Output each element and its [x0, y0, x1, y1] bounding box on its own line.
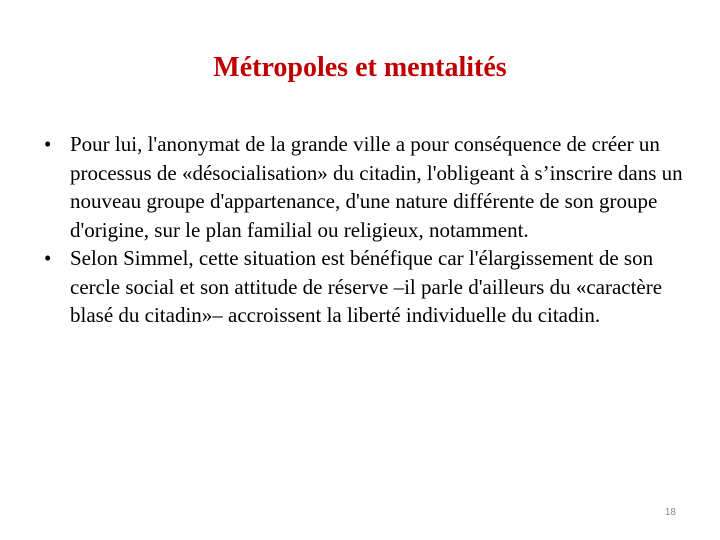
bullet-list: [44, 130, 694, 330]
bullet-item-1: [44, 130, 694, 244]
bullet-text-1: Pour lui, l'anonymat de la grande ville a pour conséquence de créer un processus de «désocialisation» du citadin, l'obligeant à s’inscrire dans un nouveau groupe d'appartenance, d'une nature différente de son groupe d'origine, sur le plan familial ou religieux, notamment.: [70, 132, 683, 242]
slide-title: Métropoles et mentalités: [213, 52, 507, 83]
bullet-text-2: Selon Simmel, cette situation est bénéfique car l'élargissement de son cercle social et son attitude de réserve –il parle d'ailleurs du «caractère blasé du citadin»– accroissent la liberté individuelle du citadin.: [70, 246, 663, 327]
bullet-icon: •: [44, 246, 52, 270]
bullet-item-2: [44, 244, 694, 330]
page-number: 18: [664, 507, 676, 518]
bullet-icon: •: [44, 132, 52, 156]
